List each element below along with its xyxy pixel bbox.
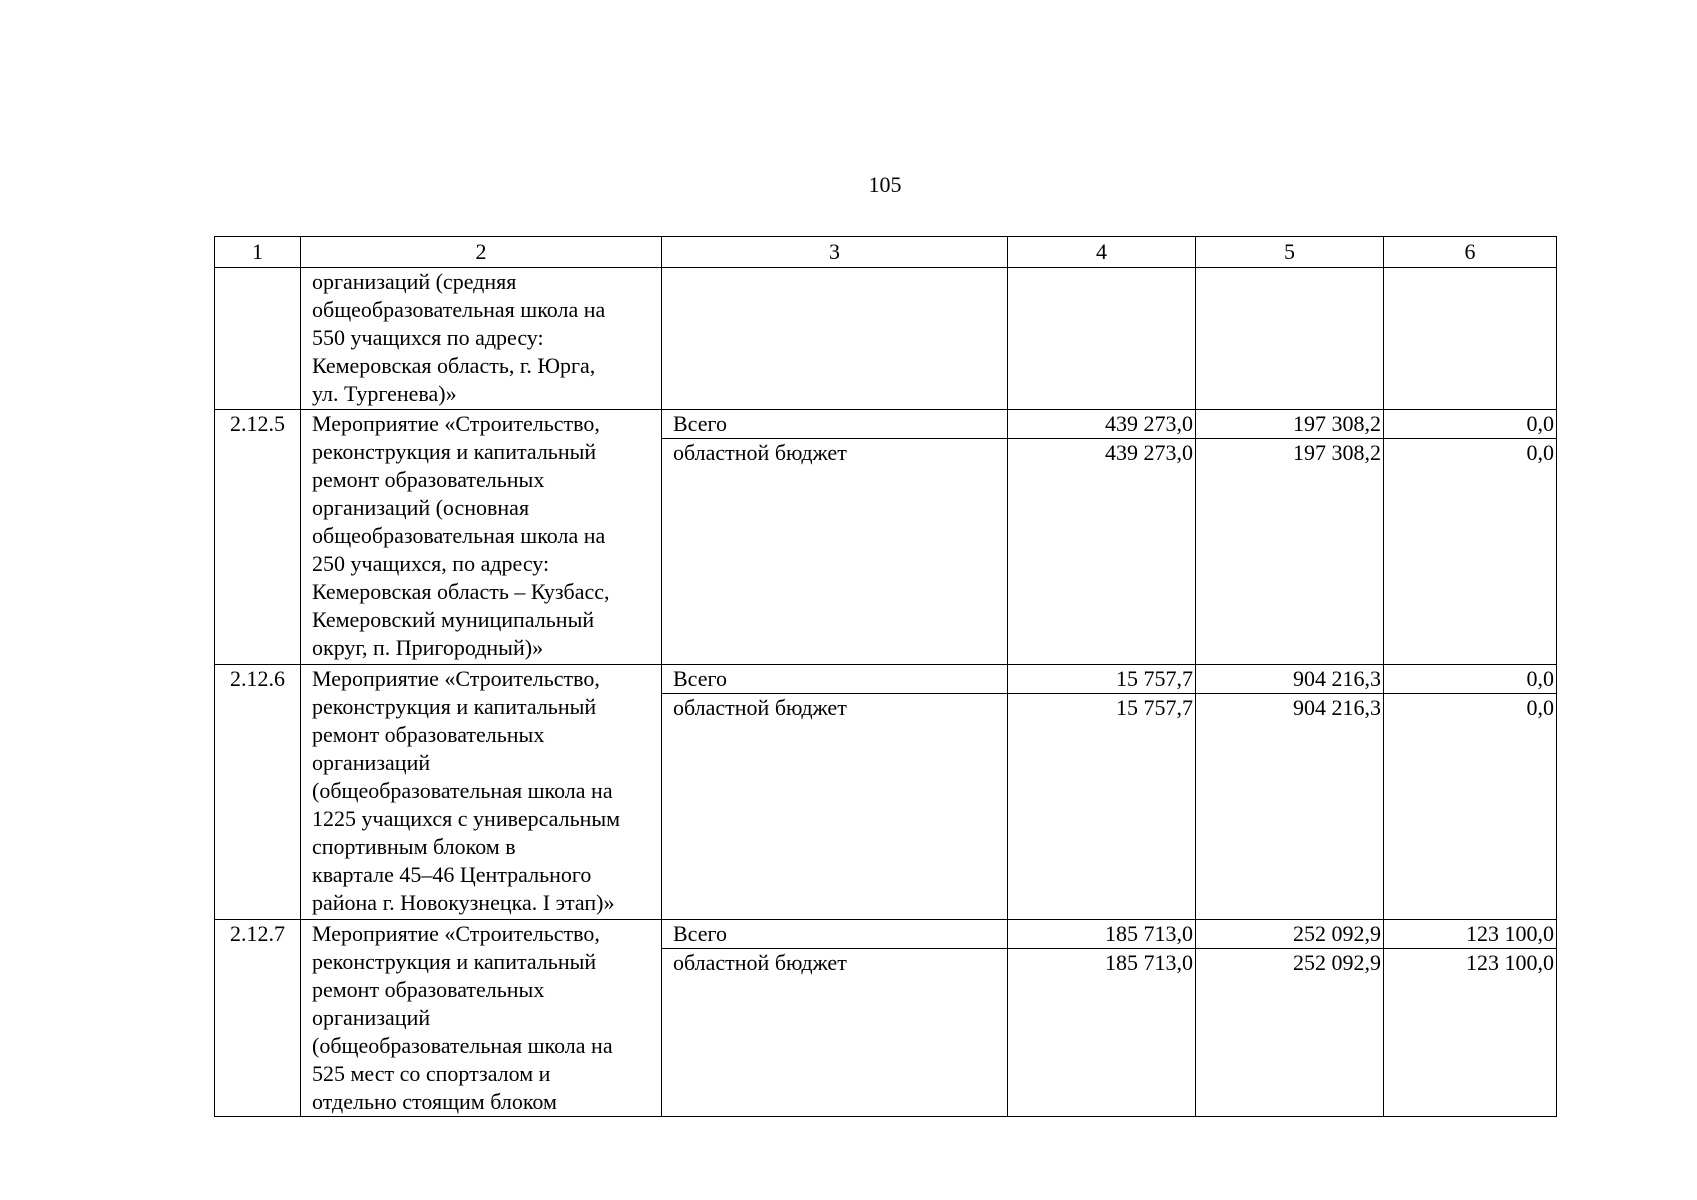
- value-cell: 0,0: [1384, 439, 1557, 665]
- description-line: Кемеровский муниципальный: [312, 607, 595, 632]
- description-line: реконструкция и капитальный: [312, 694, 597, 719]
- table-row-total: [215, 665, 1557, 694]
- description-line: отдельно стоящим блоком: [312, 1089, 557, 1114]
- description-line: района г. Новокузнецка. I этап)»: [312, 890, 615, 915]
- description-line: 250 учащихся, по адресу:: [312, 551, 550, 576]
- description-line: Кемеровская область – Кузбасс,: [312, 579, 610, 604]
- source-label: областной бюджет: [662, 949, 1008, 1117]
- value-cell: [1008, 268, 1196, 410]
- description-line: (общеобразовательная школа на: [312, 1033, 613, 1058]
- source-label: областной бюджет: [662, 439, 1008, 665]
- description-cell: [301, 410, 662, 665]
- table-header-row: [215, 237, 1557, 268]
- description-cell: [301, 268, 662, 410]
- funding-table: [214, 236, 1557, 1117]
- description-line: Мероприятие «Строительство,: [312, 666, 600, 691]
- header-cell: 4: [1008, 237, 1196, 268]
- source-cell: [662, 268, 1008, 410]
- description-line: округ, п. Пригородный)»: [312, 635, 544, 660]
- table-row-total: [215, 920, 1557, 949]
- value-cell: 123 100,0: [1384, 920, 1557, 949]
- description-line: Мероприятие «Строительство,: [312, 921, 600, 946]
- value-cell: 123 100,0: [1384, 949, 1557, 1117]
- description-line: ремонт образовательных: [312, 977, 545, 1002]
- header-cell: 5: [1196, 237, 1384, 268]
- description-line: организаций (средняя: [312, 269, 517, 294]
- description-line: квартале 45–46 Центрального: [312, 862, 592, 887]
- value-cell: 0,0: [1384, 694, 1557, 920]
- header-cell: 3: [662, 237, 1008, 268]
- item-number: 2.12.5: [215, 410, 301, 665]
- value-cell: 252 092,9: [1196, 949, 1384, 1117]
- description-line: реконструкция и капитальный: [312, 949, 597, 974]
- number-cell: [215, 268, 301, 410]
- value-cell: [1196, 268, 1384, 410]
- header-cell: 2: [301, 237, 662, 268]
- value-cell: 197 308,2: [1196, 439, 1384, 665]
- value-cell: 0,0: [1384, 410, 1557, 439]
- description-line: (общеобразовательная школа на: [312, 778, 613, 803]
- description-cell: [301, 665, 662, 920]
- value-cell: 439 273,0: [1008, 410, 1196, 439]
- value-cell: 15 757,7: [1008, 694, 1196, 920]
- description-line: Кемеровская область, г. Юрга,: [312, 353, 596, 378]
- description-line: 525 мест со спортзалом и: [312, 1061, 551, 1086]
- table-row-total: [215, 410, 1557, 439]
- value-cell: 904 216,3: [1196, 665, 1384, 694]
- description-line: ремонт образовательных: [312, 467, 545, 492]
- table-row-continuation: [215, 268, 1557, 410]
- description-line: общеобразовательная школа на: [312, 297, 606, 322]
- value-cell: [1384, 268, 1557, 410]
- item-number: 2.12.6: [215, 665, 301, 920]
- description-line: ремонт образовательных: [312, 722, 545, 747]
- description-line: Мероприятие «Строительство,: [312, 411, 600, 436]
- description-line: ул. Тургенева)»: [312, 381, 457, 406]
- value-cell: 15 757,7: [1008, 665, 1196, 694]
- page-number: 105: [868, 172, 902, 197]
- source-label: областной бюджет: [662, 694, 1008, 920]
- description-line: организаций: [312, 1005, 431, 1030]
- header-cell: 1: [215, 237, 301, 268]
- description-cell: [301, 920, 662, 1117]
- description-line: спортивным блоком в: [312, 834, 516, 859]
- value-cell: 252 092,9: [1196, 920, 1384, 949]
- item-number: 2.12.7: [215, 920, 301, 1117]
- value-cell: 0,0: [1384, 665, 1557, 694]
- value-cell: 185 713,0: [1008, 920, 1196, 949]
- description-line: организаций (основная: [312, 495, 530, 520]
- value-cell: 904 216,3: [1196, 694, 1384, 920]
- description-line: общеобразовательная школа на: [312, 523, 606, 548]
- value-cell: 439 273,0: [1008, 439, 1196, 665]
- source-label: Всего: [662, 410, 1008, 439]
- header-cell: 6: [1384, 237, 1557, 268]
- source-label: Всего: [662, 665, 1008, 694]
- description-line: организаций: [312, 750, 431, 775]
- description-line: 1225 учащихся с универсальным: [312, 806, 621, 831]
- source-label: Всего: [662, 920, 1008, 949]
- description-line: реконструкция и капитальный: [312, 439, 597, 464]
- value-cell: 197 308,2: [1196, 410, 1384, 439]
- value-cell: 185 713,0: [1008, 949, 1196, 1117]
- description-line: 550 учащихся по адресу:: [312, 325, 544, 350]
